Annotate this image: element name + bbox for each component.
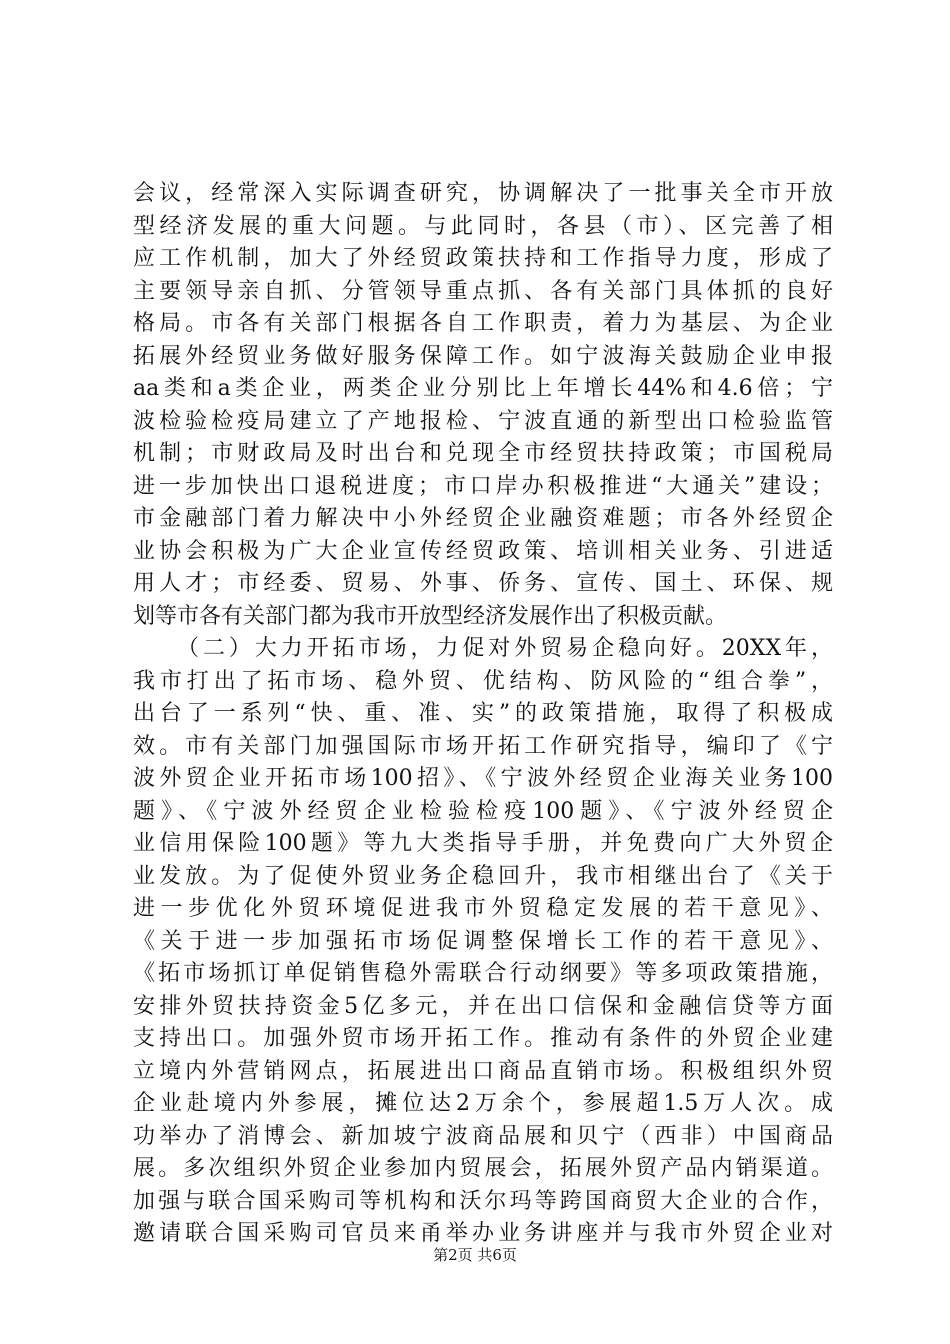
section-heading-line: （二）大力开拓市场，力促对外贸易企稳向好。20XX年， <box>177 636 833 661</box>
text-line: 《关于进一步加强拓市场促调整保增长工作的若干意见》、 <box>133 928 833 954</box>
text-line: 格局。市各有关部门根据各自工作职责，着力为基层、为企业 <box>133 311 833 336</box>
text-line: 主要领导亲自抓、分管领导重点抓、各有关部门具体抓的良好 <box>133 278 833 304</box>
text-line: 加强与联合国采购司等机构和沃尔玛等跨国商贸大企业的合作， <box>133 1188 833 1214</box>
text-line: 企业赴境内外参展，摊位达2万余个，参展超1.5万人次。成 <box>133 1091 833 1116</box>
text-line: 划等市各有关部门都为我市开放型经济发展作出了积极贡献。 <box>133 603 728 629</box>
text-line: 题》、《宁波外经贸企业检验检疫100题》、《宁波外经贸企 <box>133 798 833 824</box>
text-line: 波检验检疫局建立了产地报检、宁波直通的新型出口检验监管 <box>133 408 833 434</box>
text-line: 业信用保险100题》等九大类指导手册，并免费向广大外贸企 <box>133 831 833 856</box>
text-line: 应工作机制，加大了外经贸政策扶持和工作指导力度，形成了 <box>133 246 833 271</box>
body-text <box>133 178 833 1251</box>
text-line: 功举办了消博会、新加坡宁波商品展和贝宁（西非）中国商品 <box>133 1123 833 1149</box>
text-line: aa类和a类企业，两类企业分别比上年增长44%和4.6倍；宁 <box>133 376 833 401</box>
text-line: 出台了一系列“快、重、准、实”的政策措施，取得了积极成 <box>133 701 833 726</box>
text-line: 我市打出了拓市场、稳外贸、优结构、防风险的“组合拳”， <box>133 668 833 694</box>
text-line: 支持出口。加强外贸市场开拓工作。推动有条件的外贸企业建 <box>133 1026 833 1051</box>
text-line: 进一步优化外贸环境促进我市外贸稳定发展的若干意见》、 <box>133 896 833 921</box>
page-number-footer: 第2页 共6页 <box>433 1246 517 1264</box>
text-line: 展。多次组织外贸企业参加内贸展会，拓展外贸产品内销渠道。 <box>133 1156 833 1181</box>
text-line: 用人才；市经委、贸易、外事、侨务、宣传、国土、环保、规 <box>133 571 833 596</box>
text-line: 进一步加快出口退税进度；市口岸办积极推进“大通关”建设； <box>133 473 833 499</box>
text-line: 安排外贸扶持资金5亿多元，并在出口信保和金融信贷等方面 <box>133 993 833 1019</box>
text-line: 会议，经常深入实际调查研究，协调解决了一批事关全市开放 <box>133 181 833 206</box>
text-line: 业协会积极为广大企业宣传经贸政策、培训相关业务、引进适 <box>133 538 833 564</box>
text-line: 效。市有关部门加强国际市场开拓工作研究指导，编印了《宁 <box>133 733 833 759</box>
text-line: 型经济发展的重大问题。与此同时，各县（市）、区完善了相 <box>133 213 833 239</box>
text-line: 邀请联合国采购司官员来甬举办业务讲座并与我市外贸企业对 <box>133 1221 833 1246</box>
text-line: 立境内外营销网点，拓展进出口商品直销市场。积极组织外贸 <box>133 1058 833 1084</box>
text-line: 业发放。为了促使外贸业务企稳回升，我市相继出台了《关于 <box>133 863 833 889</box>
text-line: 波外贸企业开拓市场100招》、《宁波外经贸企业海关业务100 <box>133 766 833 791</box>
text-line: 《拓市场抓订单促销售稳外需联合行动纲要》等多项政策措施， <box>133 961 833 986</box>
text-line: 机制；市财政局及时出台和兑现全市经贸扶持政策；市国税局 <box>133 441 833 466</box>
text-line: 拓展外经贸业务做好服务保障工作。如宁波海关鼓励企业申报 <box>133 343 833 369</box>
text-line: 市金融部门着力解决中小外经贸企业融资难题；市各外经贸企 <box>133 506 833 531</box>
